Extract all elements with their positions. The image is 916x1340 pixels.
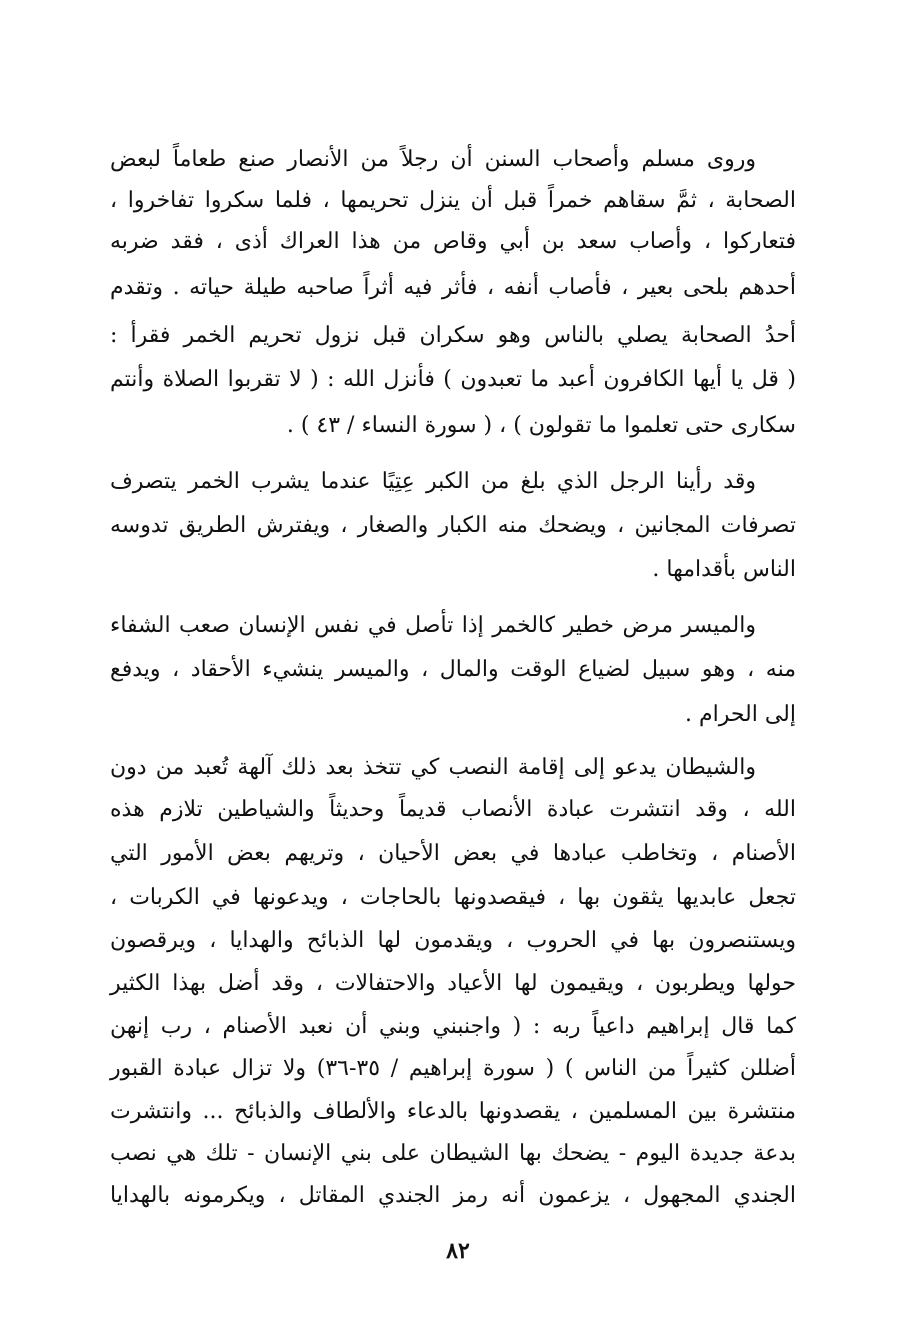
page-number: ٨٢: [446, 1238, 470, 1264]
paragraph-4-line-6: حولها ويطربون ، ويقيمون لها الأعياد والاحتفالات ، وقد أضل بهذا الكثير: [110, 971, 797, 996]
paragraph-4-line-10: بدعة جديدة اليوم - يضحك بها الشيطان على بني الإنسان - تلك هي نصب: [110, 1141, 796, 1166]
paragraph-1-line-4: أحدهم بلحى بعير ، فأصاب أنفه ، فأثر فيه أثراً صاحبه طيلة حياته . وتقدم: [110, 275, 796, 300]
paragraph-1-line-1: وروى مسلم وأصحاب السنن أن رجلاً من الأنصار صنع طعاماً لبعض: [110, 147, 756, 172]
paragraph-3-line-2: منه ، وهو سبيل لضياع الوقت والمال ، والميسر ينشيء الأحقاد ، ويدفع: [110, 657, 796, 682]
paragraph-4-line-7: كما قال إبراهيم داعياً ربه : ( واجنبني وبني أن نعبد الأصنام ، رب إنهن: [110, 1014, 796, 1039]
paragraph-4-line-1: والشيطان يدعو إلى إقامة النصب كي تتخذ بعد ذلك آلهة تُعبد من دون: [110, 755, 756, 780]
paragraph-2-line-1: وقد رأينا الرجل الذي بلغ من الكبر عِتِيًا عندما يشرب الخمر يتصرف: [110, 469, 756, 494]
paragraph-1-line-2: الصحابة ، ثمَّ سقاهم خمراً قبل أن ينزل تحريمها ، فلما سكروا تفاخروا ،: [110, 188, 796, 213]
paragraph-2-line-2: تصرفات المجانين ، ويضحك منه الكبار والصغار ، ويفترش الطريق تدوسه: [110, 513, 796, 538]
paragraph-1-line-5: أحدُ الصحابة يصلي بالناس وهو سكران قبل نزول تحريم الخمر فقرأ :: [110, 323, 796, 348]
paragraph-4-line-5: ويستنصرون بها في الحروب ، ويقدمون لها الذبائح والهدايا ، ويرقصون: [110, 928, 796, 953]
paragraph-4-line-2: الله ، وقد انتشرت عبادة الأنصاب قديماً وحديثاً والشياطين تلازم هذه: [110, 797, 796, 822]
paragraph-3-line-1: والميسر مرض خطير كالخمر إذا تأصل في نفس الإنسان صعب الشفاء: [110, 613, 756, 638]
paragraph-1-line-3: فتعاركوا ، وأصاب سعد بن أبي وقاص من هذا العراك أذى ، فقد ضربه: [110, 229, 796, 254]
paragraph-1-line-6: ( قل يا أيها الكافرون أعبد ما تعبدون ) فأنزل الله : ( لا تقربوا الصلاة وأنتم: [110, 367, 796, 392]
paragraph-1-line-7: سكارى حتى تعلموا ما تقولون ) ، ( سورة النساء / ٤٣ ) .: [286, 413, 796, 438]
paragraph-2-line-3: الناس بأقدامها .: [652, 557, 796, 582]
paragraph-4-line-3: الأصنام ، وتخاطب عبادها في بعض الأحيان ، وتريهم بعض الأمور التي: [110, 841, 796, 866]
paragraph-4-line-4: تجعل عابديها يثقون بها ، فيقصدونها بالحاجات ، ويدعونها في الكربات ،: [110, 885, 796, 910]
paragraph-4-line-8: أضللن كثيراً من الناس ) ( سورة إبراهيم / ٣٥-٣٦) ولا تزال عبادة القبور: [110, 1056, 796, 1081]
paragraph-3-line-3: إلى الحرام .: [684, 702, 796, 727]
paragraph-4-line-11: الجندي المجهول ، يزعمون أنه رمز الجندي المقاتل ، ويكرمونه بالهدايا: [110, 1183, 796, 1208]
paragraph-4-line-9: منتشرة بين المسلمين ، يقصدونها بالدعاء والألطاف والذبائح ... وانتشرت: [110, 1099, 796, 1124]
